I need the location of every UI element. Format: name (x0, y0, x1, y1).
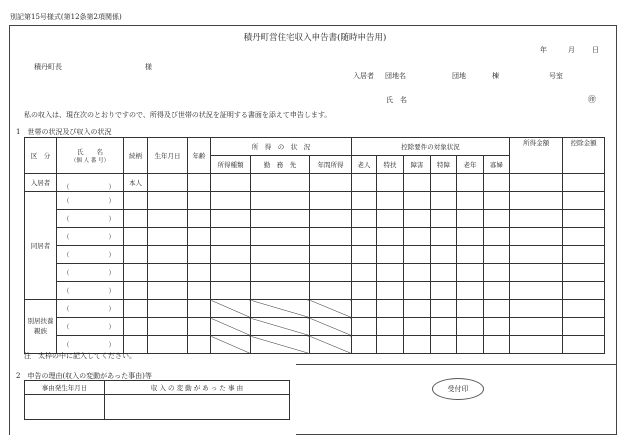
cell[interactable] (188, 318, 211, 336)
addressee-honorific: 様 (145, 63, 152, 71)
cell[interactable] (124, 228, 148, 246)
cell[interactable] (484, 174, 510, 192)
cell[interactable] (431, 174, 457, 192)
header-deduction-amount: 控除金額 (563, 138, 605, 174)
name-field[interactable]: （ ） (57, 246, 124, 264)
cell[interactable] (563, 264, 605, 282)
cell[interactable] (251, 174, 310, 192)
month-label: 月 (568, 46, 575, 54)
name-field[interactable]: （ ） (57, 192, 124, 210)
name-field[interactable]: （ ） (57, 336, 124, 354)
cell[interactable] (377, 192, 404, 210)
cell[interactable] (352, 174, 377, 192)
cell[interactable] (404, 174, 431, 192)
cell[interactable] (124, 282, 148, 300)
cell[interactable] (148, 192, 188, 210)
cell[interactable] (352, 264, 377, 282)
crossed-out-cell (310, 300, 352, 318)
cell[interactable] (484, 282, 510, 300)
cell[interactable] (251, 264, 310, 282)
cell[interactable] (431, 192, 457, 210)
cell[interactable] (404, 210, 431, 228)
cell[interactable] (377, 228, 404, 246)
cell[interactable] (352, 336, 377, 354)
cell[interactable] (310, 192, 352, 210)
danchi-label: 団地 (452, 72, 466, 80)
header-deduction-disability: 障害 (404, 156, 431, 174)
cell[interactable] (148, 174, 188, 192)
cell[interactable] (211, 210, 251, 228)
row-cohabitant (25, 210, 605, 228)
cell[interactable] (310, 282, 352, 300)
cell[interactable] (377, 282, 404, 300)
event-date-field[interactable] (25, 395, 105, 420)
cell[interactable] (211, 246, 251, 264)
name-field[interactable]: （ ） (57, 228, 124, 246)
cell[interactable] (457, 336, 484, 354)
cell[interactable] (510, 318, 563, 336)
cell[interactable] (404, 336, 431, 354)
row-cohabitant (25, 192, 605, 210)
cell[interactable] (484, 318, 510, 336)
cell[interactable] (148, 336, 188, 354)
applicant-name-label: 氏 名 (386, 96, 407, 104)
header-income-type: 所得種類 (211, 156, 251, 174)
cell[interactable] (404, 192, 431, 210)
cell[interactable] (251, 246, 310, 264)
cell[interactable] (457, 282, 484, 300)
cell[interactable] (510, 246, 563, 264)
cell[interactable] (484, 228, 510, 246)
cell[interactable] (188, 264, 211, 282)
crossed-out-cell (211, 318, 251, 336)
cell[interactable] (457, 210, 484, 228)
addressee-mayor: 積丹町長 (34, 63, 62, 71)
cell[interactable] (510, 228, 563, 246)
header-birthdate: 生年月日 (148, 138, 188, 174)
cell[interactable] (188, 336, 211, 354)
relation-self: 本人 (124, 174, 148, 192)
header-income-amount: 所得金額 (510, 138, 563, 174)
cell[interactable] (563, 300, 605, 318)
cell[interactable] (251, 282, 310, 300)
cell[interactable] (188, 300, 211, 318)
cell[interactable] (457, 192, 484, 210)
cell[interactable] (563, 336, 605, 354)
danchi-name-label: 団地名 (385, 72, 406, 80)
crossed-out-cell (310, 336, 352, 354)
header-name (57, 138, 124, 174)
cell[interactable] (510, 210, 563, 228)
cell[interactable] (563, 282, 605, 300)
household-income-table (24, 137, 605, 354)
cell[interactable] (352, 210, 377, 228)
cell[interactable] (148, 318, 188, 336)
crossed-out-cell (310, 318, 352, 336)
cell[interactable] (510, 282, 563, 300)
label-resident: 入居者 (25, 174, 57, 192)
cell[interactable] (431, 282, 457, 300)
header-event-date: 事由発生年月日 (25, 381, 105, 395)
cell[interactable] (431, 318, 457, 336)
cell[interactable] (484, 300, 510, 318)
cell[interactable] (148, 228, 188, 246)
cell[interactable] (124, 246, 148, 264)
cell[interactable] (484, 246, 510, 264)
cell[interactable] (563, 318, 605, 336)
day-label: 日 (592, 46, 599, 54)
cell[interactable] (563, 246, 605, 264)
header-deduction-special-disability: 特障 (431, 156, 457, 174)
cell[interactable] (124, 210, 148, 228)
cell[interactable] (188, 192, 211, 210)
cell[interactable] (431, 228, 457, 246)
cell[interactable] (563, 210, 605, 228)
header-deduction-status: 控除要件の対象状況 (352, 138, 510, 156)
cell[interactable] (377, 174, 404, 192)
name-field[interactable]: （ ） (57, 318, 124, 336)
cell[interactable] (188, 228, 211, 246)
cell[interactable] (510, 264, 563, 282)
header-age: 年齢 (188, 138, 211, 174)
cell[interactable] (404, 318, 431, 336)
cell[interactable] (148, 264, 188, 282)
cell[interactable] (404, 264, 431, 282)
resident-label: 入居者 (353, 72, 374, 80)
cell[interactable] (188, 174, 211, 192)
header-change-reason: 収 入 の 変 動 が あ っ た 事 由 (105, 381, 290, 395)
cell[interactable] (310, 174, 352, 192)
cell[interactable] (457, 264, 484, 282)
cell[interactable] (188, 246, 211, 264)
row-cohabitant (25, 282, 605, 300)
cell[interactable] (251, 192, 310, 210)
header-mynumber-label: （個 人 番 号） (70, 158, 110, 164)
cell[interactable] (352, 300, 377, 318)
crossed-out-cell (251, 318, 310, 336)
header-relation: 続柄 (124, 138, 148, 174)
cell[interactable] (188, 282, 211, 300)
row-separate-dependent (25, 300, 605, 318)
cell[interactable] (124, 192, 148, 210)
row-resident (25, 174, 605, 192)
room-label: 号室 (549, 72, 563, 80)
cell[interactable] (404, 246, 431, 264)
name-field[interactable]: （ ） (57, 210, 124, 228)
cell[interactable] (404, 300, 431, 318)
label-separate-dependent: 別居扶養親族 (25, 300, 57, 354)
section-2-heading: 2 申告の理由(収入の変動があった事由)等 (16, 372, 152, 380)
seal-mark: ㊞ (588, 95, 596, 104)
cell[interactable] (352, 192, 377, 210)
cell[interactable] (148, 210, 188, 228)
cell[interactable] (377, 318, 404, 336)
cell[interactable] (563, 192, 605, 210)
cell[interactable] (148, 246, 188, 264)
crossed-out-cell (211, 336, 251, 354)
cell[interactable] (310, 264, 352, 282)
row-cohabitant (25, 246, 605, 264)
cell[interactable] (457, 318, 484, 336)
cell[interactable] (510, 192, 563, 210)
cell[interactable] (431, 300, 457, 318)
cell[interactable] (510, 174, 563, 192)
cell[interactable] (377, 210, 404, 228)
cell[interactable] (352, 318, 377, 336)
cell[interactable] (352, 246, 377, 264)
cell[interactable] (211, 174, 251, 192)
declaration-text: 私の収入は、現在次のとおりですので、所得及び世帯の状況を証明する書面を添えて申告します。 (24, 111, 332, 119)
cell[interactable] (457, 300, 484, 318)
cell[interactable] (404, 228, 431, 246)
cell[interactable] (457, 246, 484, 264)
cell[interactable] (211, 282, 251, 300)
change-reason-field[interactable] (105, 395, 290, 420)
header-deduction-elderly: 老人 (352, 156, 377, 174)
form-reference: 別記第15号様式(第12条第2項関係) (10, 13, 122, 21)
cell[interactable] (124, 264, 148, 282)
header-annual-income: 年間所得 (310, 156, 352, 174)
cell[interactable] (484, 192, 510, 210)
cell[interactable] (251, 228, 310, 246)
row-separate-dependent (25, 318, 605, 336)
cell[interactable] (484, 210, 510, 228)
cell[interactable] (377, 300, 404, 318)
header-kubun: 区 分 (25, 138, 57, 174)
reception-stamp: 受付印 (432, 378, 484, 400)
cell[interactable] (431, 210, 457, 228)
cell[interactable] (431, 246, 457, 264)
cell[interactable] (377, 336, 404, 354)
cell[interactable] (404, 282, 431, 300)
cell[interactable] (211, 228, 251, 246)
cell[interactable] (124, 318, 148, 336)
cell[interactable] (377, 246, 404, 264)
cell[interactable] (188, 210, 211, 228)
header-name-label: 氏 名 (77, 148, 103, 156)
cell[interactable] (310, 246, 352, 264)
name-field[interactable]: （ ） (57, 174, 124, 192)
cell[interactable] (377, 264, 404, 282)
header-deduction-aged: 老年 (457, 156, 484, 174)
crossed-out-cell (211, 300, 251, 318)
cell[interactable] (310, 210, 352, 228)
name-field[interactable]: （ ） (57, 300, 124, 318)
header-income-status: 所 得 の 状 況 (211, 138, 352, 156)
year-label: 年 (540, 46, 547, 54)
cell[interactable] (510, 300, 563, 318)
section-1-heading: 1 世帯の状況及び収入の状況 (16, 128, 112, 136)
header-deduction-widow: 寡婦 (484, 156, 510, 174)
cell[interactable] (352, 282, 377, 300)
cell[interactable] (431, 336, 457, 354)
cell[interactable] (484, 264, 510, 282)
cell[interactable] (148, 282, 188, 300)
reason-table (24, 380, 290, 420)
cell[interactable] (457, 228, 484, 246)
cell[interactable] (563, 174, 605, 192)
cell[interactable] (563, 228, 605, 246)
row-cohabitant (25, 228, 605, 246)
crossed-out-cell (251, 300, 310, 318)
cell[interactable] (251, 210, 310, 228)
cell[interactable] (484, 336, 510, 354)
note-text: 注 太枠の中に記入してください。 (24, 352, 136, 360)
cell[interactable] (148, 300, 188, 318)
name-field[interactable]: （ ） (57, 282, 124, 300)
cell[interactable] (310, 228, 352, 246)
cell[interactable] (124, 300, 148, 318)
cell[interactable] (211, 192, 251, 210)
row-cohabitant (25, 264, 605, 282)
name-field[interactable]: （ ） (57, 264, 124, 282)
cell[interactable] (457, 174, 484, 192)
cell[interactable] (510, 336, 563, 354)
building-label: 棟 (492, 72, 499, 80)
crossed-out-cell (251, 336, 310, 354)
cell[interactable] (211, 264, 251, 282)
label-cohabitant: 同居者 (25, 192, 57, 300)
cell[interactable] (431, 264, 457, 282)
header-workplace: 勤 務 先 (251, 156, 310, 174)
header-deduction-special-dependent: 特扶 (377, 156, 404, 174)
cell[interactable] (352, 228, 377, 246)
form-title: 積丹町営住宅収入申告書(随時申告用) (243, 33, 387, 43)
